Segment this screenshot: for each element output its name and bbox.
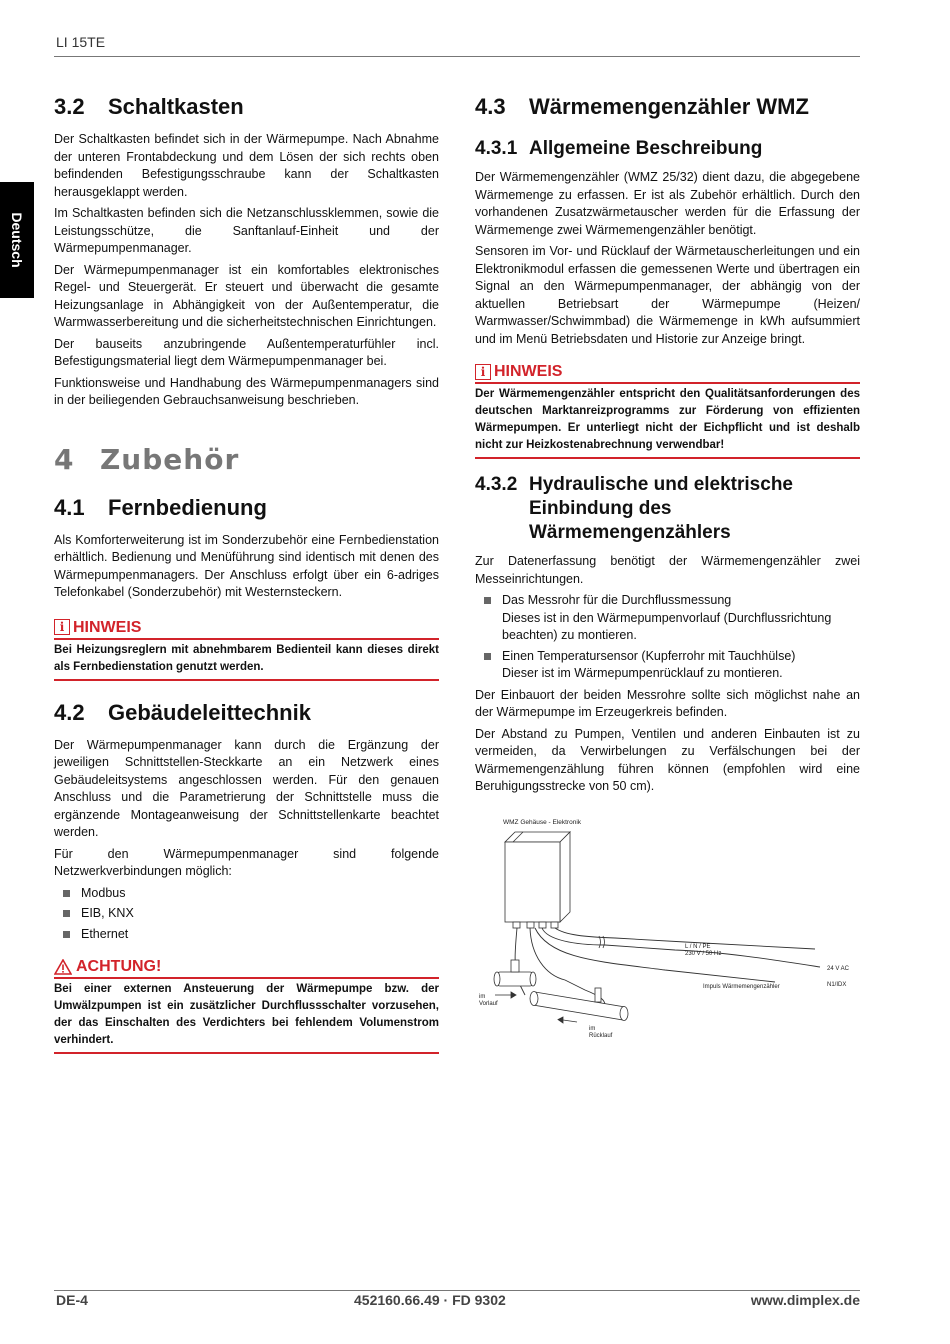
ruecklauf-label-2: Rücklauf — [589, 1032, 613, 1039]
flow-pipe — [494, 960, 536, 986]
measuring-list — [475, 592, 860, 683]
section-4-3-1-heading — [475, 137, 860, 161]
language-tab-label: Deutsch — [9, 212, 25, 268]
impuls-label: Impuls Wärmemengenzähler — [703, 983, 780, 990]
wmz-housing — [505, 832, 570, 922]
section-title: Fernbedienung — [108, 494, 267, 520]
footer-divider — [54, 1290, 860, 1291]
paragraph: Funktionsweise und Handhabung des Wärmepumpenmanagers sind in der beiliegenden Gebrauchsanweisung beschrieben. — [54, 375, 439, 407]
section-4-3-heading — [475, 93, 860, 121]
list-item — [475, 648, 860, 683]
vorlauf-label-2: Vorlauf — [479, 1000, 498, 1007]
hinweis-text: Der Wärmemengenzähler entspricht den Qualitätsanforderungen des deutschen Marktanreizprogramms zur Förderung von effizienten Wärmepumpen. Er unterliegt nicht der Eichpflicht und ist deshalb nicht zur Heizkostenabrechnung verwendbar! — [475, 388, 860, 451]
ac-label: 24 V AC — [827, 965, 850, 972]
section-4-1-heading — [54, 494, 439, 522]
list-item — [475, 592, 860, 645]
list-item-sub: Dieses ist in den Wärmepumpenvorlauf (Durchflussrichtung beachten) zu montieren. — [502, 610, 832, 642]
chapter-number: 4 — [54, 442, 75, 476]
paragraph: Für den Wärmepumpenmanager sind folgende Netzwerkverbindungen möglich: — [54, 846, 439, 878]
hinweis-box — [475, 362, 860, 459]
paragraph: Der Wärmepumpenmanager ist ein komfortables elektronisches Regel- und Steuergerät. Er steuert und überwacht die gesamte Heizungsanlage in Abhängigkeit von der Außentemperatur, die Warmwasserbereitung und die sicherheitstechnischen Einrichtungen. — [54, 262, 439, 329]
paragraph: Der Wärmemengenzähler (WMZ 25/32) dient dazu, die abgegebene Wärmemenge zu erfassen. Er ist als Zubehör erhältlich. Durch den vorhandenen Zusatzwärmetauscher werden für die Erfassung der Wärmemenge zwei Wärmemengenzähler benötigt. — [475, 170, 860, 237]
paragraph: Der Wärmepumpenmanager kann durch die Ergänzung der jeweiligen Schnittstellen-Steckkarte an ein Netzwerk eines Gebäudeleitsystems angeschlossen werden. Für den genauen Anschluss und die Parametrierung der Schnittstelle muss die ergänzende Montageanweisung der Schnittstellenkarte beachtet werden. — [54, 737, 439, 839]
info-icon: i — [475, 364, 491, 380]
paragraph: Im Schaltkasten befinden sich die Netzanschlussklemmen, sowie die Leistungsschütze, die Sanftanlauf-Einheit und der Wärmepumpenmanager. — [54, 206, 439, 255]
vorlauf-label-1: im — [479, 993, 486, 1000]
section-title: Wärmemengenzähler WMZ — [529, 94, 809, 119]
language-tab — [0, 182, 34, 298]
network-list — [54, 885, 439, 944]
achtung-label: ACHTUNG! — [76, 958, 162, 975]
paragraph: Der Abstand zu Pumpen, Ventilen und anderen Einbauten ist zu vermeiden, da Verwirbelungen zu Verfälschungen bei der Wärmemengenzählung führen können (empfohlen wird eine Beruhigungsstrecke von 50 cm). — [475, 726, 860, 793]
warning-icon — [54, 959, 72, 975]
header-divider — [54, 56, 860, 57]
section-number: 4.3 — [475, 94, 506, 119]
section-number: 4.2 — [54, 699, 85, 725]
hinweis-header — [475, 362, 860, 384]
section-title: Allgemeine Beschreibung — [529, 138, 763, 159]
return-pipe — [530, 988, 628, 1021]
left-column — [54, 93, 439, 1054]
paragraph: Zur Datenerfassung benötigt der Wärmemengenzähler zwei Messeinrichtungen. — [475, 554, 860, 586]
section-title: Gebäudeleittechnik — [108, 699, 311, 725]
achtung-box — [54, 957, 439, 1054]
right-column — [475, 93, 860, 1040]
power-label-2: 230 V / 50 Hz — [685, 950, 722, 957]
achtung-text: Bei einer externen Ansteuerung der Wärmepumpe bzw. der Umwälzpumpen ist ein zusätzlicher Durchflussschalter vorzusehen, der das Einschalten des Verdichters bei fehlendem Volumenstrom verhindert. — [54, 983, 439, 1046]
section-number: 3.2 — [54, 94, 85, 119]
list-item: Ethernet — [54, 926, 439, 944]
hinweis-box — [54, 618, 439, 681]
ruecklauf-label-1: im — [589, 1025, 596, 1032]
footer-website[interactable]: www.dimplex.de — [750, 1292, 860, 1308]
section-4-2-heading — [54, 699, 439, 727]
list-item: EIB, KNX — [54, 905, 439, 923]
power-label-1: L / N / PE — [685, 943, 711, 950]
chapter-title: Zubehör — [100, 442, 240, 476]
section-number: 4.1 — [54, 494, 85, 520]
section-title: Schaltkasten — [108, 94, 244, 119]
housing-label: WMZ Gehäuse - Elektronik — [503, 818, 582, 826]
paragraph: Der bauseits anzubringende Außentemperaturfühler incl. Befestigungsmaterial liegt dem Wärmepumpenmanager bei. — [54, 336, 439, 368]
cables — [515, 928, 820, 1005]
cable-glands — [513, 922, 558, 928]
paragraph: Der Einbauort der beiden Messrohre sollte sich möglichst nahe an der Wärmepumpe im Erzeugerkreis befinden. — [475, 687, 860, 719]
list-item: Modbus — [54, 885, 439, 903]
chapter-4-heading — [54, 444, 439, 476]
list-item-title: Einen Temperatursensor (Kupferrohr mit Tauchhülse) — [502, 648, 796, 663]
info-icon: i — [54, 619, 70, 635]
section-4-3-2-heading — [475, 473, 860, 545]
paragraph: Sensoren im Vor- und Rücklauf der Wärmetauscherleitungen und ein Elektronikmodul erfassen die gemessenen Werte und übertragen ein Signal an den Wärmepumpenmanager, der abhängig von der aktuellen Betriebsart der Wärmepumpe (Heizen/ Warmwasser/Schwimmbad) die Wärmemenge in kWh aufsummiert und im Menü Betriebsdaten und Historie zur Anzeige bringt. — [475, 244, 860, 346]
achtung-header — [54, 957, 439, 979]
hinweis-text: Bei Heizungsreglern mit abnehmbarem Bedienteil kann dieses direkt als Fernbedienstation genutzt werden. — [54, 643, 439, 673]
section-number: 4.3.2 — [475, 474, 518, 495]
section-number: 4.3.1 — [475, 138, 518, 159]
hinweis-header — [54, 618, 439, 640]
footer-doc-number: 452160.66.49 · FD 9302 — [354, 1292, 506, 1308]
paragraph: Als Komforterweiterung ist im Sonderzubehör eine Fernbedienstation erhältlich. Bedienung und Menüführung sind identisch mit denen des Wärmepumpenmanagers. Der Anschluss erfolgt über ein 6-adriges Telefonkabel (Sonderzubehör) mit Westernsteckern. — [54, 532, 439, 599]
wmz-diagram — [475, 810, 860, 1040]
paragraph: Der Schaltkasten befindet sich in der Wärmepumpe. Nach Abnahme der unteren Frontabdeckung und dem Lösen der sich rechts oben befindenden Befestigungsschraube kann der Schaltkasten herausgeklappt werden. — [54, 132, 439, 199]
header-model: LI 15TE — [56, 34, 106, 50]
hinweis-label: HINWEIS — [494, 363, 563, 380]
idx-label: N1/IDX — [827, 981, 847, 988]
wmz-wiring-figure — [475, 810, 860, 1040]
section-3-2-heading — [54, 93, 439, 121]
section-title: Hydraulische und elektrische Einbindung des Wärmemengenzählers — [529, 474, 793, 543]
list-item-sub: Dieser ist im Wärmepumpenrücklauf zu montieren. — [502, 666, 783, 680]
hinweis-label: HINWEIS — [73, 618, 142, 636]
footer-page: DE-4 — [56, 1292, 88, 1308]
list-item-title: Das Messrohr für die Durchflussmessung — [502, 593, 732, 607]
